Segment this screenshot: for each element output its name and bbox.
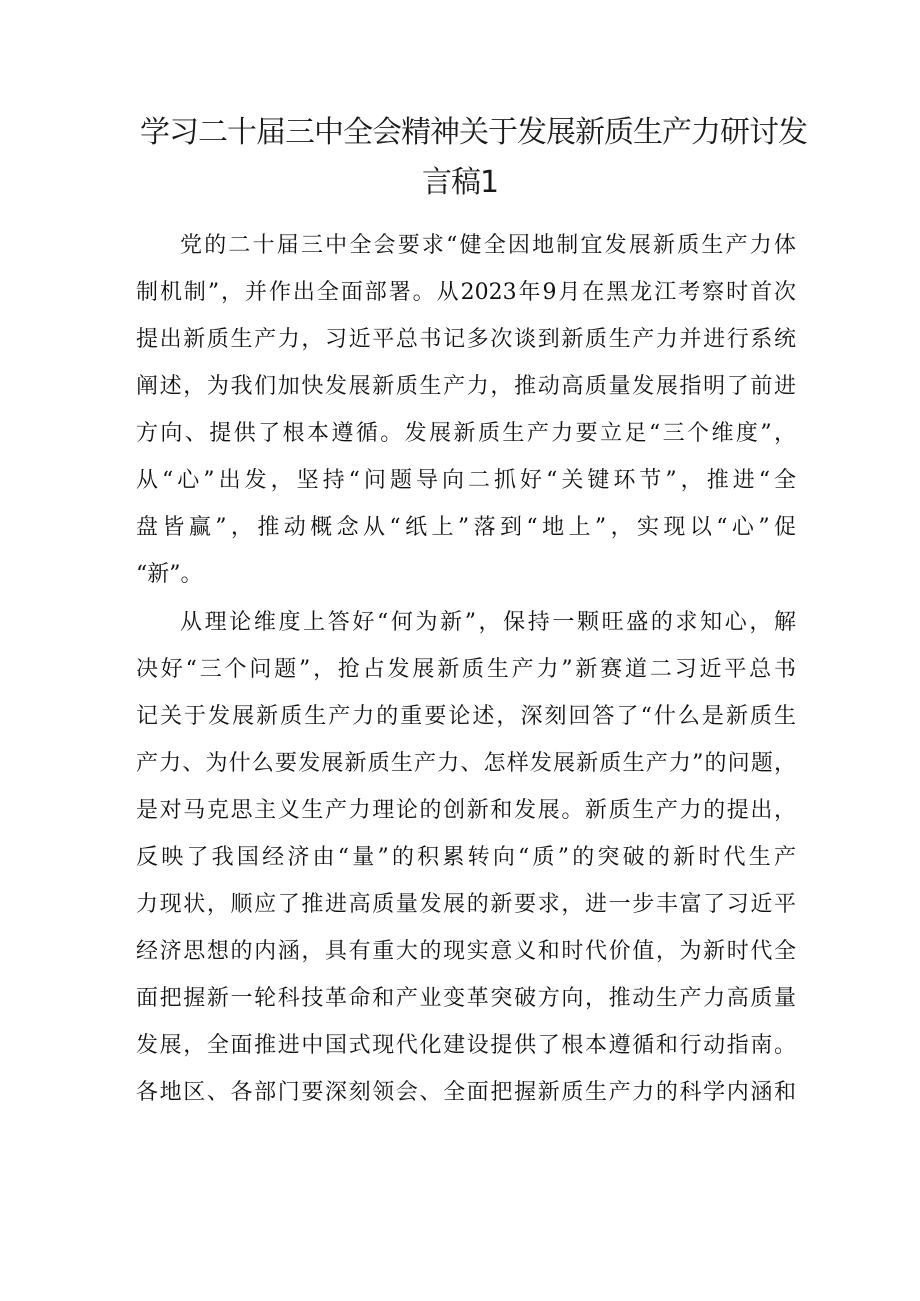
text-line: 发展，全面推进中国式现代化建设提供了根本遵循和行动指南。 — [136, 1033, 796, 1058]
text-line: 力现状，顺应了推进高质量发展的新要求，进一步丰富了习近平 — [136, 892, 796, 917]
text-line: 从“心”出发，坚持“问题导向二抓好“关键环节”，推进“全 — [136, 468, 796, 493]
text-line: 记关于发展新质生产力的重要论述，深刻回答了“什么是新质生 — [136, 704, 796, 729]
paragraph-intro — [136, 222, 796, 598]
text-line: 是对马克思主义生产力理论的创新和发展。新质生产力的提出， — [136, 798, 796, 823]
document-body — [136, 222, 796, 1116]
text-line: 产力、为什么要发展新质生产力、怎样发展新质生产力”的问题， — [136, 751, 796, 776]
title-line: 言稿1 — [421, 165, 499, 200]
text-line: “新”。 — [136, 562, 203, 587]
text-line: 经济思想的内涵，具有重大的现实意义和时代价值，为新时代全 — [136, 939, 796, 964]
title-line: 学习二十届三中全会精神关于发展新质生产力研讨发 — [140, 115, 807, 150]
text-line: 方向、提供了根本遵循。发展新质生产力要立足“三个维度”， — [136, 421, 796, 446]
text-line: 各地区、各部门要深刻领会、全面把握新质生产力的科学内涵和 — [136, 1080, 796, 1105]
text-line: 从理论维度上答好“何为新”，保持一颗旺盛的求知心，解 — [180, 610, 796, 635]
text-line: 面把握新一轮科技革命和产业变革突破方向，推动生产力高质量 — [136, 986, 796, 1011]
text-line: 阐述，为我们加快发展新质生产力，推动高质量发展指明了前进 — [136, 374, 796, 399]
paragraph-theory — [136, 599, 796, 1116]
text-line: 决好“三个问题”，抢占发展新质生产力”新赛道二习近平总书 — [136, 657, 796, 682]
text-line: 党的二十届三中全会要求“健全因地制宜发展新质生产力体 — [180, 233, 796, 258]
text-line: 盘皆赢”，推动概念从“纸上”落到“地上”，实现以“心”促 — [136, 515, 796, 540]
text-line: 反映了我国经济由“量”的积累转向“质”的突破的新时代生产 — [136, 845, 796, 870]
document-title — [140, 108, 807, 208]
text-line: 提出新质生产力，习近平总书记多次谈到新质生产力并进行系统 — [136, 327, 796, 352]
text-line: 制机制”，并作出全面部署。从2023年9月在黑龙江考察时首次 — [136, 280, 796, 305]
